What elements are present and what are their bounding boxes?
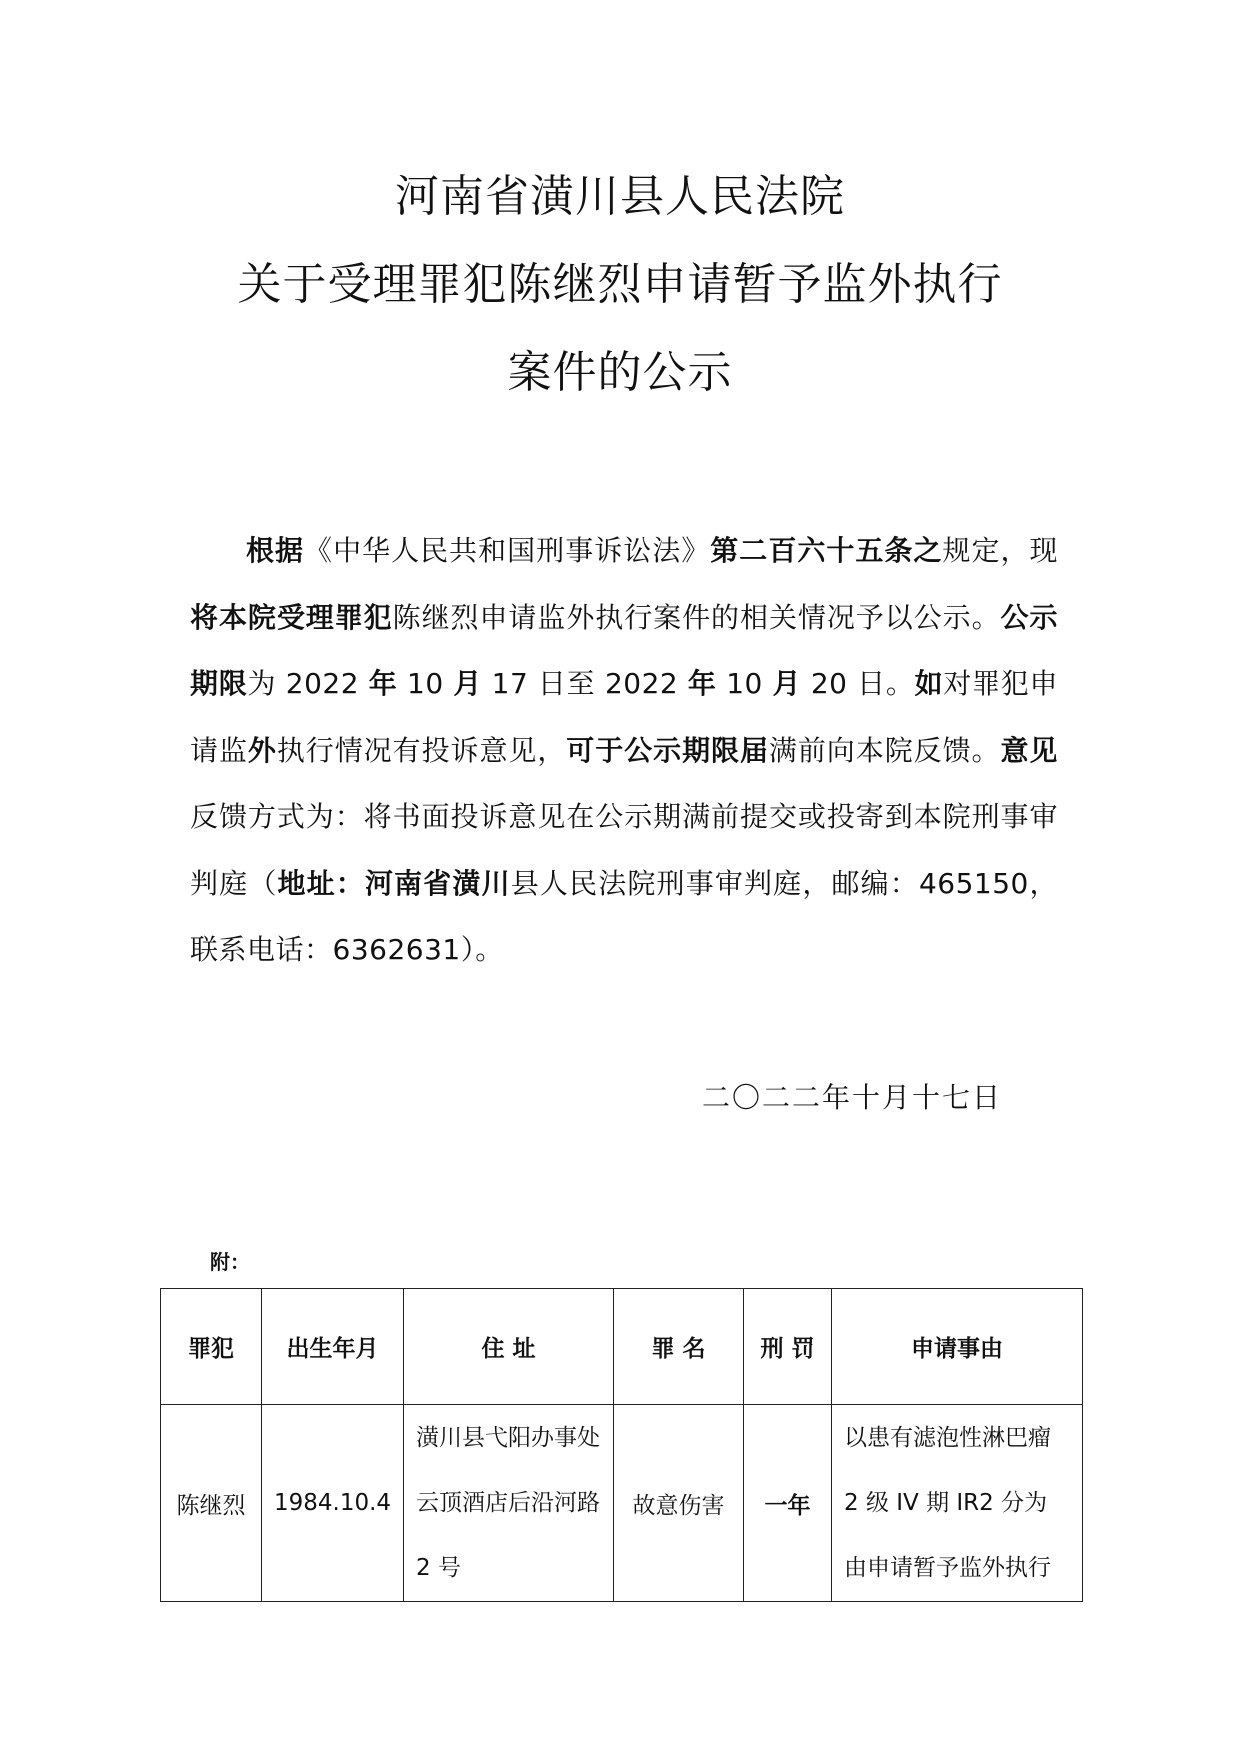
body-text-segment: 判庭（ [190, 866, 278, 900]
cell-address: 潢川县弋阳办事处云顶酒店后沿河路 2 号 [404, 1405, 614, 1602]
table-header-row [161, 1289, 1083, 1405]
body-text-segment: 意见 [1000, 733, 1058, 767]
cell-name: 陈继烈 [161, 1405, 262, 1602]
announcement-body [190, 518, 1058, 984]
body-text-segment: 地址：河南省潢川 [277, 866, 511, 900]
body-text-segment: 县人民法院刑事审判庭，邮编：465150，联系电话：6362631）。 [190, 866, 1058, 966]
body-text-segment: 《中华人民共和国刑事诉讼法》 [304, 534, 711, 567]
cell-birth-date: 1984.10.4 [262, 1405, 404, 1602]
attachment-label: 附： [210, 1250, 250, 1274]
header-sentence: 刑 罚 [744, 1289, 832, 1405]
cell-application-reason: 以患有滤泡性淋巴瘤 2 级 IV 期 IR2 分为由申请暂予监外执行 [832, 1405, 1083, 1602]
body-text-segment: 对罪犯申请监 [190, 667, 1058, 767]
body-text-segment: 17 日至 2022 [482, 667, 688, 700]
header-application-reason: 申请事由 [832, 1289, 1083, 1405]
body-text-segment: 月 [453, 667, 483, 700]
body-text-segment: 月 [772, 667, 802, 700]
body-text-segment: 外 [247, 733, 277, 767]
body-text-segment: 根据 [246, 534, 305, 567]
header-crime: 罪 名 [614, 1289, 744, 1405]
body-text-segment: 可于公示期限届 [566, 733, 769, 767]
body-text-segment: 10 [716, 667, 773, 700]
body-text-segment: 陈继烈申请监外执行案件的相关情况予以公示。 [392, 600, 1001, 634]
title-line-1: 河南省潢川县人民法院 [395, 171, 845, 222]
title-line-2: 关于受理罪犯陈继烈申请暂予监外执行 [237, 259, 1003, 310]
body-text-segment: 第二百六十五条之 [710, 534, 943, 567]
announcement-date: 二〇二二年十月十七日 [701, 1081, 1002, 1114]
body-text-segment: 公示期限 [190, 600, 1058, 700]
table-row [161, 1405, 1083, 1602]
criminal-info-table [160, 1288, 1083, 1602]
body-text-segment: 反馈方式为：将书面投诉意见在公示期满前提交或投寄到本院刑事审 [190, 800, 1058, 833]
body-text-segment: 20 日。 [801, 667, 915, 700]
body-text-segment: 规定，现 [942, 534, 1058, 567]
document-title [0, 168, 1240, 432]
body-text-segment: 满前向本院反馈。 [768, 733, 1001, 767]
body-text-segment: 为 2022 [247, 667, 369, 700]
cell-sentence: 一年 [744, 1405, 832, 1602]
header-birth-date: 出生年月 [262, 1289, 404, 1405]
header-address: 住 址 [404, 1289, 614, 1405]
body-text-segment: 10 [397, 667, 454, 700]
body-text-segment: 年 [368, 667, 398, 700]
body-text-segment: 如 [914, 667, 944, 700]
body-text-segment: 将本院受理罪犯 [190, 600, 393, 634]
cell-crime: 故意伤害 [614, 1405, 744, 1602]
body-text-segment: 执行情况有投诉意见， [276, 733, 567, 767]
body-text-segment: 年 [687, 667, 717, 700]
title-line-3: 案件的公示 [507, 347, 733, 398]
header-criminal: 罪犯 [161, 1289, 262, 1405]
